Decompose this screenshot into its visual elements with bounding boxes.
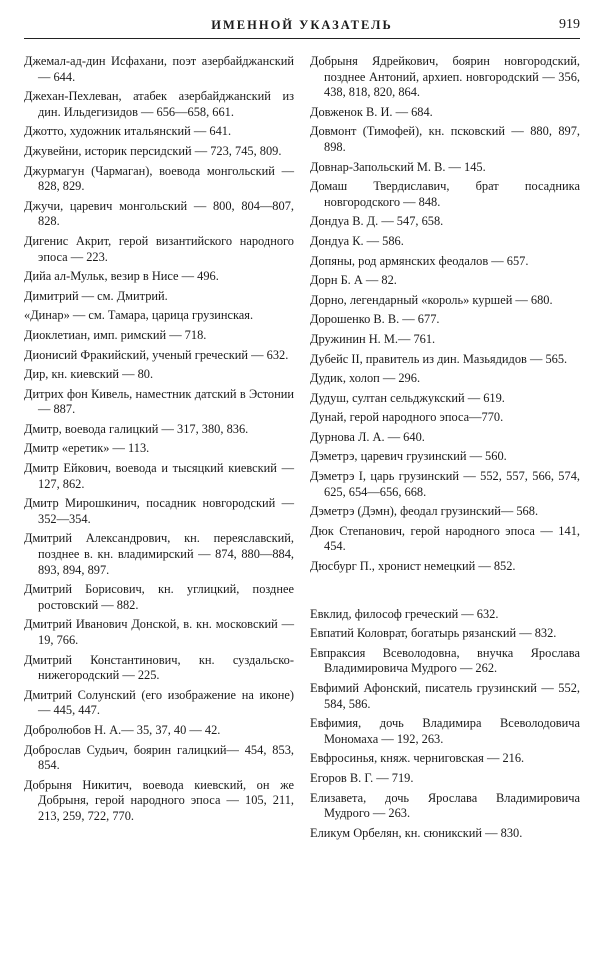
index-entry: Джучи, царевич монгольский — 800, 804—807, 828. [24, 198, 294, 229]
index-entry: Евфросинья, княж. черниговская — 216. [310, 751, 525, 766]
index-entry: Дурнова Л. А. — 640. [310, 429, 425, 444]
index-entry: Добролюбов Н. А.— 35, 37, 40 — 42. [24, 722, 221, 737]
index-entry: Дубейс II, правитель из дин. Мазьядидов — 565. [310, 351, 568, 366]
index-entry: «Динар» — см. Тамара, царица грузинская. [24, 308, 254, 323]
index-entry: Джувейни, историк персидский — 723, 745, 809. [24, 143, 282, 158]
index-entry: Дмитр, воевода галицкий — 317, 380, 836. [24, 421, 249, 436]
index-entry: Евпатий Коловрат, богатырь рязанский — 832. [310, 626, 557, 641]
index-entry: Дэметрэ (Дэмн), феодал грузинский— 568. [310, 504, 539, 519]
index-entry: Елизавета, дочь Ярослава Владимировича Мудрого — 263. [310, 790, 580, 821]
index-entry: Дэметрэ I, царь грузинский — 552, 557, 566, 574, 625, 654—656, 668. [310, 469, 580, 499]
index-entry: Дюк Степанович, герой народного эпоса — 141, 454. [310, 523, 580, 554]
index-entry: Джурмагун (Чармаган), воевода монгольский — 828, 829. [24, 163, 294, 194]
index-entry: Дюсбург П., хронист немецкий — 852. [310, 559, 516, 574]
index-entry: Дмитрий Александрович, кн. переяславский, позднее в. кн. владимирский — 874, 880—884, 893, 894, 897. [24, 531, 294, 577]
index-entry: Домаш Твердиславич, брат посадника новгородского — 848. [310, 179, 580, 209]
index-entry: Дитрих фон Кивель, наместник датский в Эстонии — 887. [24, 386, 294, 417]
right-column-e-entries [310, 607, 580, 842]
index-entry: Дмитр Мирошкинич, посадник новгородский — 352—354. [24, 496, 294, 526]
index-entry: Дудик, холоп — 296. [310, 371, 421, 386]
index-entry: Евпраксия Всеволодовна, внучка Ярослава Владимировича Мудрого — 262. [310, 645, 580, 676]
right-column-d-entries [310, 54, 580, 575]
index-entry: Дорн Б. А — 82. [310, 273, 397, 288]
index-entry: Дмитр «еретик» — 113. [24, 441, 150, 456]
right-column [310, 54, 580, 845]
index-entry: Диоклетиан, имп. римский — 718. [24, 327, 207, 342]
index-entry: Дигенис Акрит, герой византийского народного эпоса — 223. [24, 233, 294, 264]
page-number: 919 [559, 17, 580, 32]
index-entry: Дунай, герой народного эпоса—770. [310, 410, 504, 425]
index-entry: Довженок В. И. — 684. [310, 104, 433, 119]
index-entry: Дорно, легендарный «король» куршей — 680. [310, 292, 553, 307]
index-entry: Дмитрий Солунский (его изображение на иконе) — 445, 447. [24, 687, 294, 718]
letter-gap [310, 579, 580, 607]
index-entry: Евфимия, дочь Владимира Всеволодовича Мономаха — 192, 263. [310, 716, 580, 746]
index-entry: Добрыня Никитич, воевода киевский, он же Добрыня, герой народного эпоса — 105, 211, 213, 259, 722, 770. [24, 777, 294, 823]
index-entry: Дийа ал-Мульк, везир в Нисе — 496. [24, 269, 219, 284]
index-entry: Добрыня Ядрейкович, боярин новгородский, позднее Антоний, архиеп. новгородский — 356, 438, 818, 820, 864. [310, 54, 580, 100]
left-column [24, 54, 294, 845]
index-entry: Евклид, философ греческий — 632. [310, 606, 499, 621]
index-entry: Дондуа В. Д. — 547, 658. [310, 214, 444, 229]
index-entry: Дмитрий Константинович, кн. суздальско-нижегородский — 225. [24, 652, 294, 683]
index-columns [24, 54, 580, 845]
index-entry: Дудуш, султан сельджукский — 619. [310, 390, 505, 405]
index-entry: Егоров В. Г. — 719. [310, 770, 414, 785]
index-entry: Дионисий Фракийский, ученый греческий — 632. [24, 347, 289, 362]
index-entry: Допяны, род армянских феодалов — 657. [310, 253, 529, 268]
index-entry: Дмитрий Борисович, кн. углицкий, позднее ростовский — 882. [24, 582, 294, 612]
index-entry: Дир, кн. киевский — 80. [24, 367, 154, 382]
index-entry: Дондуа К. — 586. [310, 233, 404, 248]
index-entry: Джотто, художник итальянский — 641. [24, 124, 232, 139]
index-entry: Дмитрий Иванович Донской, в. кн. московский — 19, 766. [24, 617, 294, 647]
index-entry: Джемал-ад-дин Исфахани, поэт азербайджанский — 644. [24, 54, 294, 84]
index-entry: Довнар-Запольский М. В. — 145. [310, 159, 486, 174]
index-entry: Дружинин Н. М.— 761. [310, 331, 436, 346]
index-entry: Довмонт (Тимофей), кн. псковский — 880, 897, 898. [310, 124, 580, 154]
page-title: ИМЕННОЙ УКАЗАТЕЛЬ [211, 18, 393, 32]
index-entry: Дмитр Ейкович, воевода и тысяцкий киевский — 127, 862. [24, 461, 294, 491]
index-entry: Доброслав Судьич, боярин галицкий— 454, 853, 854. [24, 742, 294, 773]
running-head [24, 14, 580, 39]
index-entry: Димитрий — см. Дмитрий. [24, 288, 168, 303]
index-entry: Дэметрэ, царевич грузинский — 560. [310, 449, 507, 464]
index-entry: Евфимий Афонский, писатель грузинский — 552, 584, 586. [310, 681, 580, 711]
index-entry: Джехан-Пехлеван, атабек азербайджанский из дин. Ильдегизидов — 656—658, 661. [24, 89, 294, 119]
index-page [24, 14, 580, 944]
index-entry: Еликум Орбелян, кн. сюникский — 830. [310, 825, 523, 840]
index-entry: Дорошенко В. В. — 677. [310, 312, 440, 327]
